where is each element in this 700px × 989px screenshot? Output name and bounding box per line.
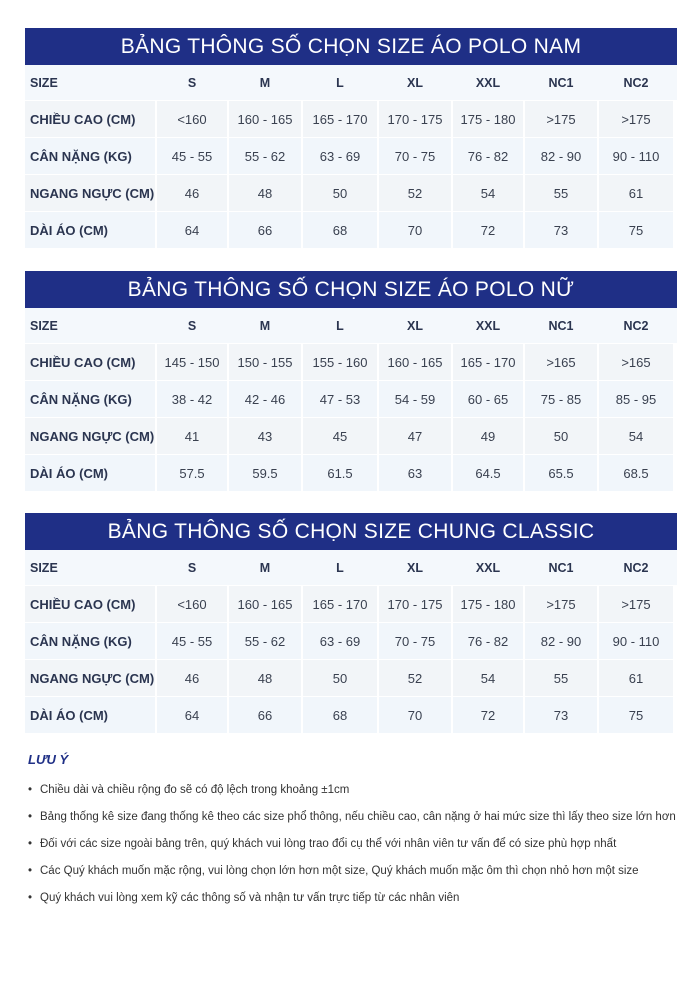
- table-row: [25, 455, 677, 491]
- table-cell: 76 - 82: [453, 623, 523, 659]
- header-cell: SIZE: [25, 65, 155, 100]
- table-cell: 70 - 75: [379, 138, 451, 174]
- note-item: [28, 777, 678, 804]
- table-row: [25, 212, 677, 248]
- header-cell: L: [303, 308, 377, 343]
- table-cell: 75: [599, 212, 673, 248]
- table-cell: 52: [379, 660, 451, 696]
- table-cell: >165: [525, 344, 597, 380]
- header-cell: XXL: [453, 308, 523, 343]
- table-cell: 175 - 180: [453, 586, 523, 622]
- table-cell: 63 - 69: [303, 623, 377, 659]
- table-cell: 41: [157, 418, 227, 454]
- table-cell: 45 - 55: [157, 138, 227, 174]
- table-cell: 54: [599, 418, 673, 454]
- table-cell: 64: [157, 212, 227, 248]
- table-cell: 54: [453, 660, 523, 696]
- table-cell: 66: [229, 697, 301, 733]
- table-cell: 73: [525, 212, 597, 248]
- table-row: [25, 138, 677, 174]
- note-text: Chiều dài và chiều rộng đo sẽ có độ lệch trong khoảng ±1cm: [40, 784, 350, 796]
- table-row: [25, 344, 677, 380]
- bullet-icon: •: [28, 784, 33, 796]
- table-cell: 72: [453, 212, 523, 248]
- table-header-row: [25, 65, 677, 100]
- header-cell: M: [229, 65, 301, 100]
- notes-title: LƯU Ý: [28, 752, 69, 767]
- header-cell: SIZE: [25, 308, 155, 343]
- header-cell: L: [303, 550, 377, 585]
- row-label: CÂN NẶNG (KG): [25, 381, 155, 417]
- table-cell: 38 - 42: [157, 381, 227, 417]
- table-cell: 64.5: [453, 455, 523, 491]
- table-cell: 47: [379, 418, 451, 454]
- header-cell: NC2: [599, 550, 673, 585]
- notes-section: [28, 752, 678, 912]
- header-cell: XXL: [453, 65, 523, 100]
- table-cell: 70: [379, 697, 451, 733]
- table-cell: <160: [157, 101, 227, 137]
- table-cell: 50: [525, 418, 597, 454]
- table-cell: 76 - 82: [453, 138, 523, 174]
- table-cell: >175: [525, 101, 597, 137]
- table-cell: 45 - 55: [157, 623, 227, 659]
- header-cell: L: [303, 65, 377, 100]
- table-cell: 55 - 62: [229, 623, 301, 659]
- table-cell: >175: [599, 101, 673, 137]
- header-cell: NC2: [599, 308, 673, 343]
- table-cell: 160 - 165: [379, 344, 451, 380]
- table-cell: 61: [599, 175, 673, 211]
- header-cell: S: [157, 308, 227, 343]
- header-cell: S: [157, 550, 227, 585]
- table-row: [25, 697, 677, 733]
- notes-list: [28, 777, 678, 912]
- header-cell: NC1: [525, 65, 597, 100]
- table-cell: 45: [303, 418, 377, 454]
- bullet-icon: •: [28, 892, 33, 904]
- table-cell: 46: [157, 660, 227, 696]
- table-cell: 46: [157, 175, 227, 211]
- table-cell: 70 - 75: [379, 623, 451, 659]
- header-cell: M: [229, 550, 301, 585]
- table-cell: 43: [229, 418, 301, 454]
- table-row: [25, 660, 677, 696]
- table-title: BẢNG THÔNG SỐ CHỌN SIZE ÁO POLO NỮ: [25, 271, 677, 308]
- header-cell: XXL: [453, 550, 523, 585]
- row-label: NGANG NGỰC (CM): [25, 418, 155, 454]
- table-cell: 61.5: [303, 455, 377, 491]
- size-table-2: [25, 271, 677, 491]
- table-title: BẢNG THÔNG SỐ CHỌN SIZE ÁO POLO NAM: [25, 28, 677, 65]
- table-cell: 70: [379, 212, 451, 248]
- table-title: BẢNG THÔNG SỐ CHỌN SIZE CHUNG CLASSIC: [25, 513, 677, 550]
- table-cell: 165 - 170: [453, 344, 523, 380]
- table-cell: 170 - 175: [379, 101, 451, 137]
- table-row: [25, 418, 677, 454]
- row-label: DÀI ÁO (CM): [25, 212, 155, 248]
- table-cell: 170 - 175: [379, 586, 451, 622]
- note-text: Đối với các size ngoài bảng trên, quý khách vui lòng trao đổi cụ thể với nhân viên tư vấn để có size phù hợp nhất: [40, 838, 617, 850]
- table-cell: 145 - 150: [157, 344, 227, 380]
- table-row: [25, 381, 677, 417]
- table-row: [25, 586, 677, 622]
- table-cell: 55: [525, 175, 597, 211]
- size-table-1: [25, 28, 677, 248]
- table-cell: 64: [157, 697, 227, 733]
- table-cell: 49: [453, 418, 523, 454]
- table-cell: 175 - 180: [453, 101, 523, 137]
- table-cell: 63 - 69: [303, 138, 377, 174]
- table-cell: 55: [525, 660, 597, 696]
- table-header-row: [25, 550, 677, 585]
- table-cell: 55 - 62: [229, 138, 301, 174]
- table-header-row: [25, 308, 677, 343]
- size-table-3: [25, 513, 677, 733]
- table-cell: 82 - 90: [525, 623, 597, 659]
- table-cell: 48: [229, 175, 301, 211]
- row-label: DÀI ÁO (CM): [25, 697, 155, 733]
- table-cell: 50: [303, 660, 377, 696]
- table-cell: 60 - 65: [453, 381, 523, 417]
- table-cell: <160: [157, 586, 227, 622]
- table-cell: 50: [303, 175, 377, 211]
- row-label: CÂN NẶNG (KG): [25, 623, 155, 659]
- row-label: CHIỀU CAO (CM): [25, 344, 155, 380]
- header-cell: XL: [379, 65, 451, 100]
- table-cell: 57.5: [157, 455, 227, 491]
- table-cell: 75: [599, 697, 673, 733]
- table-cell: 73: [525, 697, 597, 733]
- table-cell: 165 - 170: [303, 586, 377, 622]
- table-cell: >175: [525, 586, 597, 622]
- header-cell: NC1: [525, 308, 597, 343]
- row-label: NGANG NGỰC (CM): [25, 175, 155, 211]
- table-row: [25, 175, 677, 211]
- table-cell: 75 - 85: [525, 381, 597, 417]
- header-cell: NC2: [599, 65, 673, 100]
- table-row: [25, 101, 677, 137]
- table-cell: 72: [453, 697, 523, 733]
- table-cell: 160 - 165: [229, 586, 301, 622]
- table-cell: 68.5: [599, 455, 673, 491]
- table-cell: 85 - 95: [599, 381, 673, 417]
- header-cell: XL: [379, 550, 451, 585]
- note-item: [28, 804, 678, 831]
- header-cell: SIZE: [25, 550, 155, 585]
- header-cell: XL: [379, 308, 451, 343]
- bullet-icon: •: [28, 811, 33, 823]
- table-cell: 54: [453, 175, 523, 211]
- table-cell: 59.5: [229, 455, 301, 491]
- header-cell: NC1: [525, 550, 597, 585]
- note-item: [28, 858, 678, 885]
- table-cell: 61: [599, 660, 673, 696]
- table-cell: 155 - 160: [303, 344, 377, 380]
- row-label: CÂN NẶNG (KG): [25, 138, 155, 174]
- table-cell: >165: [599, 344, 673, 380]
- table-cell: 150 - 155: [229, 344, 301, 380]
- table-cell: 54 - 59: [379, 381, 451, 417]
- table-cell: 160 - 165: [229, 101, 301, 137]
- table-cell: >175: [599, 586, 673, 622]
- row-label: CHIỀU CAO (CM): [25, 101, 155, 137]
- table-cell: 66: [229, 212, 301, 248]
- note-text: Các Quý khách muốn mặc rộng, vui lòng chọn lớn hơn một size, Quý khách muốn mặc ôm thì chọn nhỏ hơn một size: [40, 865, 639, 877]
- table-cell: 90 - 110: [599, 623, 673, 659]
- table-cell: 90 - 110: [599, 138, 673, 174]
- row-label: CHIỀU CAO (CM): [25, 586, 155, 622]
- note-text: Quý khách vui lòng xem kỹ các thông số và nhận tư vấn trực tiếp từ các nhân viên: [40, 892, 460, 904]
- table-cell: 68: [303, 212, 377, 248]
- table-cell: 68: [303, 697, 377, 733]
- table-cell: 47 - 53: [303, 381, 377, 417]
- note-item: [28, 831, 678, 858]
- row-label: NGANG NGỰC (CM): [25, 660, 155, 696]
- table-cell: 165 - 170: [303, 101, 377, 137]
- table-cell: 82 - 90: [525, 138, 597, 174]
- table-cell: 48: [229, 660, 301, 696]
- table-cell: 63: [379, 455, 451, 491]
- row-label: DÀI ÁO (CM): [25, 455, 155, 491]
- table-row: [25, 623, 677, 659]
- header-cell: S: [157, 65, 227, 100]
- bullet-icon: •: [28, 838, 33, 850]
- table-cell: 52: [379, 175, 451, 211]
- note-item: [28, 885, 678, 912]
- note-text: Bảng thống kê size đang thống kê theo các size phổ thông, nếu chiều cao, cân nặng ở hai mức size thì lấy theo size lớn hơn: [40, 811, 676, 823]
- table-cell: 65.5: [525, 455, 597, 491]
- header-cell: M: [229, 308, 301, 343]
- bullet-icon: •: [28, 865, 33, 877]
- table-cell: 42 - 46: [229, 381, 301, 417]
